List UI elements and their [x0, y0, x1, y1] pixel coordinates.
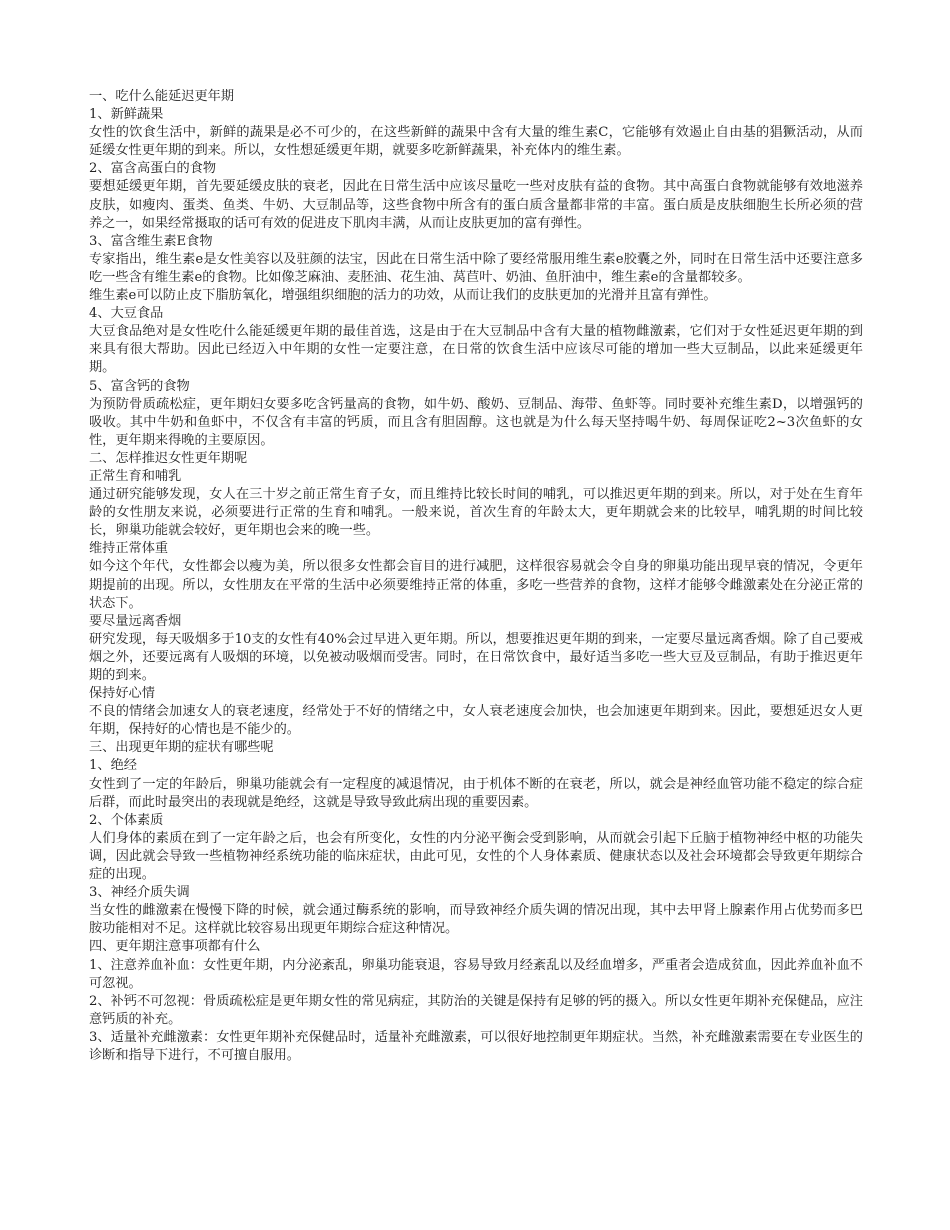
section-heading: 三、出现更年期的症状有哪些呢 — [89, 740, 274, 756]
body-paragraph: 当女性的雌激素在慢慢下降的时候，就会通过酶系统的影响，而导致神经介质失调的情况出现，其中去甲肾上腺素作用占优势而多巴胺功能相对不足。这样就比较容易出现更年期综合症这种情况。 — [89, 903, 863, 937]
body-paragraph: 女性的饮食生活中，新鲜的蔬果是必不可少的，在这些新鲜的蔬果中含有大量的维生素C，它能够有效遏止自由基的猖獗活动，从而延缓女性更年期的到来。所以，女性想延缓更年期，就要多吃新鲜蔬果，补充体内的维生素。 — [89, 125, 863, 159]
section-heading: 4、大豆食品 — [89, 306, 164, 322]
body-paragraph: 如今这个年代，女性都会以瘦为美，所以很多女性都会盲目的进行减肥，这样很容易就会令自身的卵巢功能出现早衰的情况，令更年期提前的出现。所以，女性朋友在平常的生活中必须要维持正常的体重，多吃一些营养的食物，这样才能够令雌激素处在分泌正常的状态下。 — [89, 559, 863, 611]
body-paragraph: 维生素e可以防止皮下脂肪氧化，增强组织细胞的活力的功效，从而让我们的皮肤更加的光滑并且富有弹性。 — [89, 288, 717, 304]
section-heading: 5、富含钙的食物 — [89, 378, 190, 394]
section-heading: 保持好心情 — [89, 686, 155, 702]
body-paragraph: 3、适量补充雌激素：女性更年期补充保健品时，适量补充雌激素，可以很好地控制更年期症状。当然，补充雌激素需要在专业医生的诊断和指导下进行，不可擅自服用。 — [89, 1029, 863, 1063]
section-heading: 四、更年期注意事项都有什么 — [89, 939, 261, 955]
body-paragraph: 为预防骨质疏松症，更年期妇女要多吃含钙量高的食物，如牛奶、酸奶、豆制品、海带、鱼虾等。同时要补充维生素D，以增强钙的吸收。其中牛奶和鱼虾中，不仅含有丰富的钙质，而且含有胆固醇。这也就是为什么每天坚持喝牛奶、每周保证吃2~3次鱼虾的女性，更年期来得晚的主要原因。 — [89, 396, 863, 448]
body-paragraph: 1、注意养血补血：女性更年期，内分泌紊乱，卵巢功能衰退，容易导致月经紊乱以及经血增多，严重者会造成贫血，因此养血补血不可忽视。 — [89, 957, 863, 991]
body-paragraph: 女性到了一定的年龄后，卵巢功能就会有一定程度的减退情况，由于机体不断的在衰老，所以，就会是神经血管功能不稳定的综合症后群，而此时最突出的表现就是绝经，这就是导致导致此病出现的重要因素。 — [89, 776, 863, 810]
section-heading: 3、神经介质失调 — [89, 885, 190, 901]
section-heading: 要尽量远离香烟 — [89, 613, 182, 629]
body-paragraph: 2、补钙不可忽视：骨质疏松症是更年期女性的常见病症，其防治的关键是保持有足够的钙的摄入。所以女性更年期补充保健品，应注意钙质的补充。 — [89, 993, 863, 1027]
article-body — [89, 88, 863, 1065]
body-paragraph: 人们身体的素质在到了一定年龄之后，也会有所变化，女性的内分泌平衡会受到影响，从而就会引起下丘脑于植物神经中枢的功能失调，因此就会导致一些植物神经系统功能的临床症状，由此可见，女性的个人身体素质、健康状态以及社会环境都会导致更年期综合症的出现。 — [89, 830, 863, 883]
section-heading: 2、富含高蛋白的食物 — [89, 161, 217, 177]
body-paragraph: 研究发现，每天吸烟多于10支的女性有40%会过早进入更年期。所以，想要推迟更年期的到来，一定要尽量远离香烟。除了自己要戒烟之外，还要远离有人吸烟的环境，以免被动吸烟而受害。同时，在日常饮食中，最好适当多吃一些大豆及豆制品，有助于推迟更年期的到来。 — [89, 631, 863, 683]
section-heading: 3、富含维生素E食物 — [89, 233, 213, 249]
section-heading: 2、个体素质 — [89, 812, 164, 828]
section-heading: 正常生育和哺乳 — [89, 468, 182, 484]
section-heading: 1、绝经 — [89, 758, 137, 774]
section-heading: 二、怎样推迟女性更年期呢 — [89, 450, 248, 466]
body-paragraph: 大豆食品绝对是女性吃什么能延缓更年期的最佳首选，这是由于在大豆制品中含有大量的植物雌激素，它们对于女性延迟更年期的到来具有很大帮助。因此已经迈入中年期的女性一定要注意，在日常的饮食生活中应该尽可能的增加一些大豆制品，以此来延缓更年期。 — [89, 324, 863, 376]
section-heading: 1、新鲜蔬果 — [89, 107, 164, 123]
body-paragraph: 通过研究能够发现，女人在三十岁之前正常生育子女，而且维持比较长时间的哺乳，可以推迟更年期的到来。所以，对于处在生育年龄的女性朋友来说，必须要进行正常的生育和哺乳。一般来说，首次生育的年龄太大，更年期就会来的比较早，哺乳期的时间比较长，卵巢功能就会较好，更年期也会来的晚一些。 — [89, 487, 863, 539]
body-paragraph: 专家指出，维生素e是女性美容以及驻颜的法宝，因此在日常生活中除了要经常服用维生素e胶囊之外，同时在日常生活中还要注意多吃一些含有维生素e的食物。比如像芝麻油、麦胚油、花生油、莴苣叶、奶油、鱼肝油中，维生素e的含量都较多。 — [89, 251, 863, 285]
section-heading: 维持正常体重 — [89, 541, 169, 557]
body-paragraph: 要想延缓更年期，首先要延缓皮肤的衰老，因此在日常生活中应该尽量吃一些对皮肤有益的食物。其中高蛋白食物就能够有效地滋养皮肤，如瘦肉、蛋类、鱼类、牛奶、大豆制品等，这些食物中所含有的蛋白质含量都非常的丰富。蛋白质是皮肤细胞生长所必须的营养之一，如果经常摄取的话可有效的促进皮下肌肉丰满，从而让皮肤更加的富有弹性。 — [89, 179, 863, 231]
body-paragraph: 不良的情绪会加速女人的衰老速度，经常处于不好的情绪之中，女人衰老速度会加快，也会加速更年期到来。因此，要想延迟女人更年期，保持好的心情也是不能少的。 — [89, 704, 863, 738]
section-heading: 一、吃什么能延迟更年期 — [89, 89, 235, 104]
